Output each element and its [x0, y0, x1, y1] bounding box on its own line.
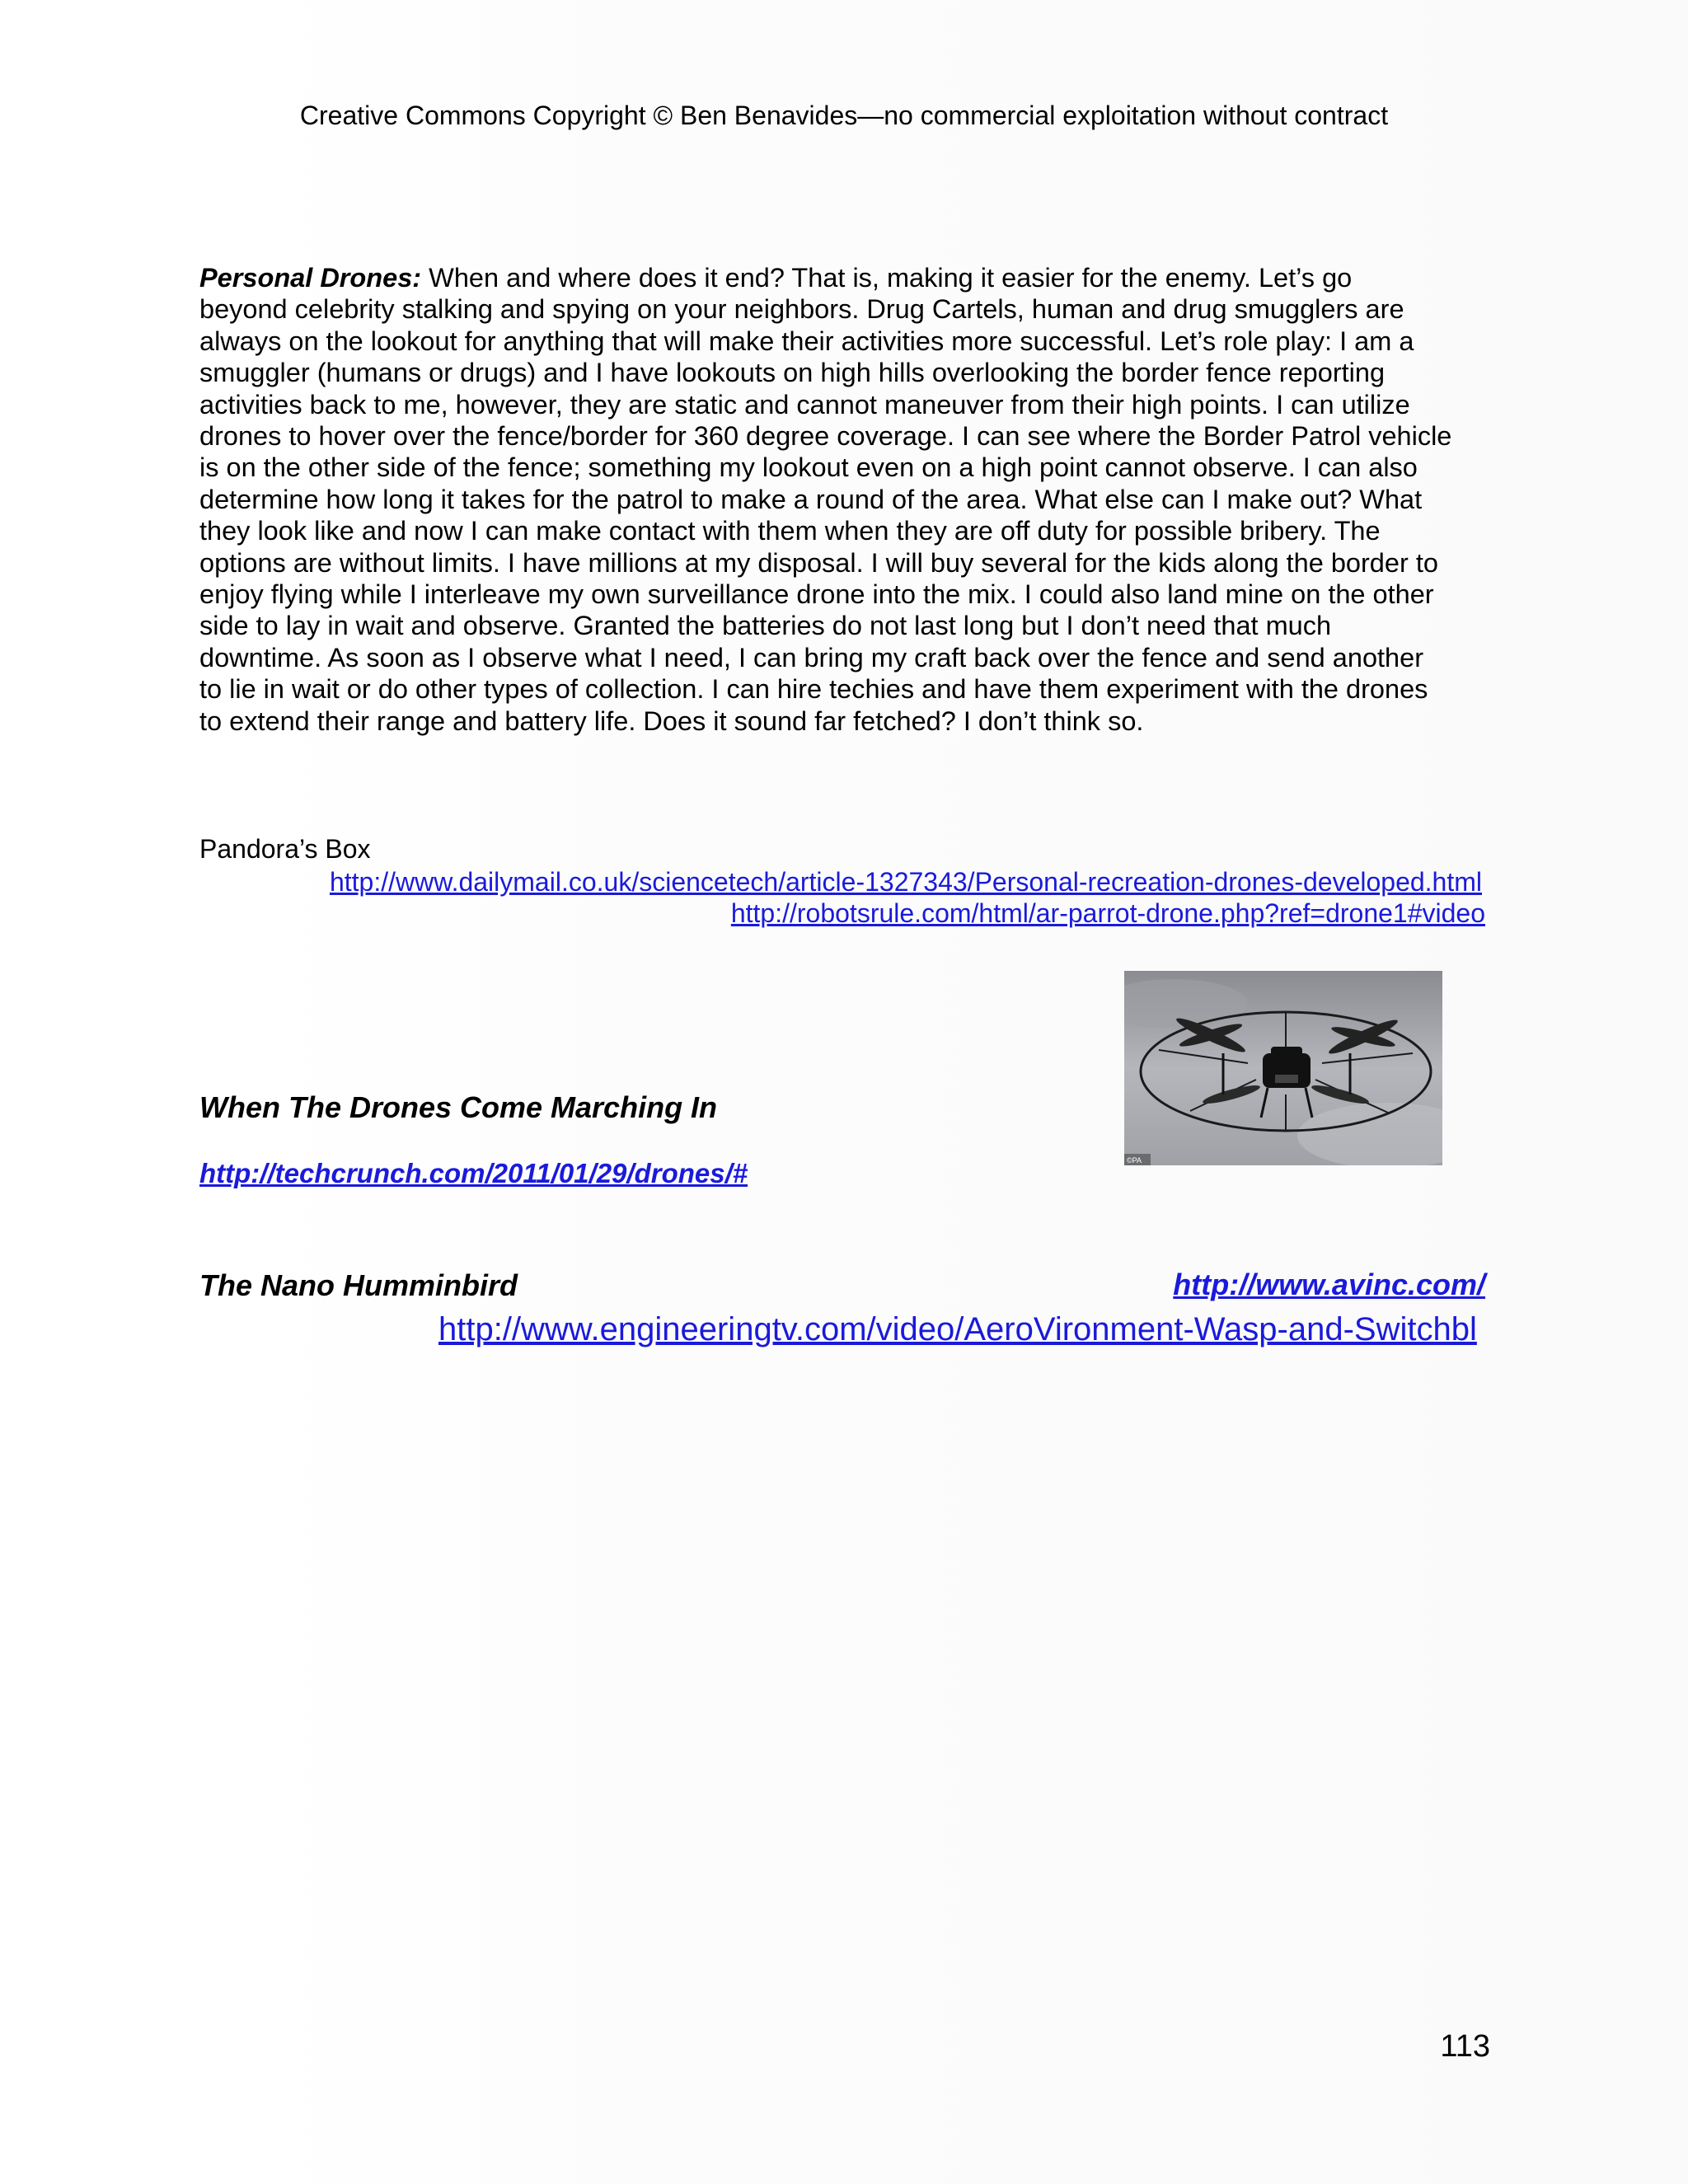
page-number: 113	[1440, 2029, 1490, 2064]
personal-drones-paragraph	[199, 262, 1495, 737]
dailymail-link[interactable]: http://www.dailymail.co.uk/sciencetech/article-1327343/Personal-recreation-drones-developed.html	[329, 867, 1482, 897]
avinc-link[interactable]: http://www.avinc.com/	[1173, 1268, 1485, 1301]
drones-marching-title: When The Drones Come Marching In	[199, 1090, 718, 1124]
personal-drones-lead: Personal Drones:	[199, 263, 422, 293]
copyright-header: Creative Commons Copyright © Ben Benavides—no commercial exploitation without contract	[299, 101, 1389, 130]
drone-photo	[1124, 971, 1442, 1165]
image-watermark: ©PA	[1127, 1156, 1142, 1165]
pandoras-box-label: Pandora’s Box	[199, 834, 371, 864]
techcrunch-link[interactable]: http://techcrunch.com/2011/01/29/drones/#	[199, 1158, 748, 1188]
robotsrule-link[interactable]: http://robotsrule.com/html/ar-parrot-drone.php?ref=drone1#video	[730, 898, 1485, 928]
personal-drones-text: When and where does it end? That is, making it easier for the enemy. Let’s go beyond celebrity stalking and spying on your neighbors. Drug Cartels, human and drug smugglers are always on the lookout for anything that will make their activities more successful. Let’s role play: I am a smuggler (humans or drugs) and I have lookouts on high hills overlooking the border fence reporting activities back to me, however, they are static and cannot maneuver from their high points. I can utilize drones to hover over the fence/border for 360 degree coverage. I can see where the Border Patrol vehicle is on the other side of the fence; something my lookout even on a high point cannot observe. I can also determine how long it takes for the patrol to make a round of the area. What else can I make out? What they look like and now I can make contact with them when they are off duty for possible bribery. The options are without limits. I have millions at my disposal. I will buy several for the kids along the border to enjoy flying while I interleave my own surveillance drone into the mix. I could also land mine on the other side to lay in wait and observe. Granted the batteries do not last long but I don’t need that much downtime. As soon as I observe what I need, I can bring my craft back over the fence and send another to lie in wait or do other types of collection. I can hire techies and have them experiment with the drones to extend their range and battery life. Does it sound far fetched? I don’t think so.	[199, 263, 1452, 736]
engineeringtv-link[interactable]: http://www.engineeringtv.com/video/AeroVironment-Wasp-and-Switchbl	[438, 1311, 1477, 1347]
nano-hummingbird-title: The Nano Humminbird	[199, 1268, 518, 1302]
